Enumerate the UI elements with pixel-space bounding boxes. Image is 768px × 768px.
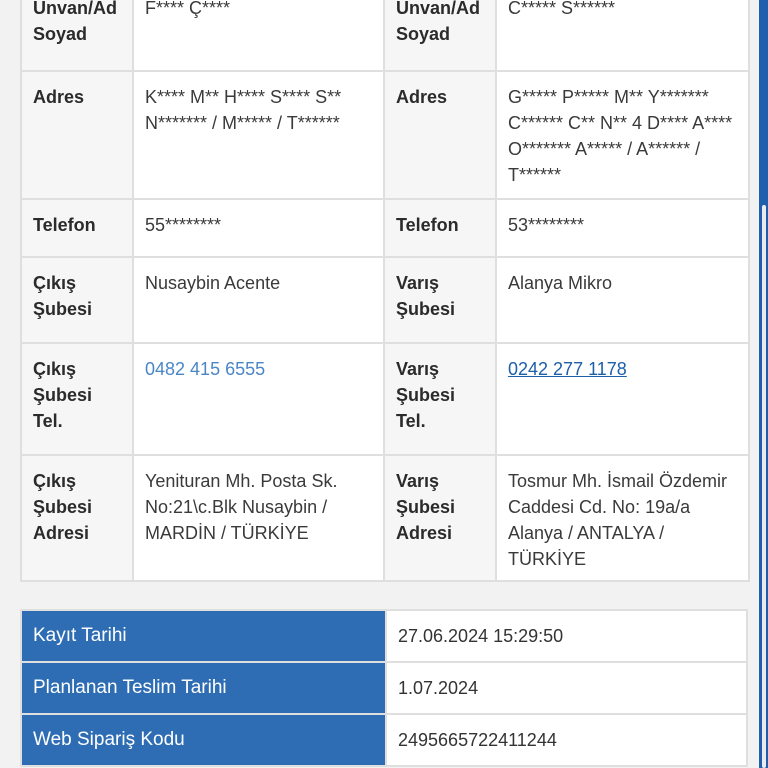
table-row: [21, 71, 749, 199]
departure-branch-phone-label: Çıkış Şubesi Tel.: [21, 343, 133, 455]
departure-branch-phone-link[interactable]: 0482 415 6555: [145, 359, 266, 379]
arrival-branch-label: Varış Şubesi: [384, 257, 496, 343]
scrollbar-thumb[interactable]: [762, 205, 766, 768]
arrival-branch-phone-link[interactable]: 0242 277 1178: [508, 359, 627, 379]
table-row: [21, 257, 749, 343]
table-row: [21, 0, 749, 71]
receiver-address-label: Adres: [384, 71, 496, 199]
arrival-branch-phone-label: Varış Şubesi Tel.: [384, 343, 496, 455]
registration-date-value: 27.06.2024 15:29:50: [386, 610, 747, 662]
shipment-summary-table: [20, 609, 748, 767]
receiver-address-value: G***** P***** M** Y******* C****** C** N** 4 D**** A**** O******* A***** / A****** / T******: [496, 71, 749, 199]
sender-phone-label: Telefon: [21, 199, 133, 257]
planned-delivery-value: 1.07.2024: [386, 662, 747, 714]
table-row: [21, 714, 747, 766]
registration-date-label: Kayıt Tarihi: [21, 610, 386, 662]
sender-phone-value: 55********: [133, 199, 384, 257]
departure-branch-value: Nusaybin Acente: [133, 257, 384, 343]
departure-branch-address-value: Yenituran Mh. Posta Sk. No:21\c.Blk Nusaybin / MARDİN / TÜRKİYE: [133, 455, 384, 581]
sender-address-value: K**** M** H**** S**** S** N******* / M***** / T******: [133, 71, 384, 199]
departure-branch-label: Çıkış Şubesi: [21, 257, 133, 343]
receiver-phone-value: 53********: [496, 199, 749, 257]
table-row: [21, 610, 747, 662]
receiver-name-value: C***** S******: [496, 0, 749, 71]
receiver-name-label: Unvan/Ad Soyad: [384, 0, 496, 71]
planned-delivery-label: Planlanan Teslim Tarihi: [21, 662, 386, 714]
departure-branch-address-label: Çıkış Şubesi Adresi: [21, 455, 133, 581]
sender-name-value: F**** Ç****: [133, 0, 384, 71]
table-row: [21, 455, 749, 581]
arrival-branch-value: Alanya Mikro: [496, 257, 749, 343]
table-row: [21, 662, 747, 714]
arrival-branch-address-label: Varış Şubesi Adresi: [384, 455, 496, 581]
sender-name-label: Unvan/Ad Soyad: [21, 0, 133, 71]
table-row: [21, 343, 749, 455]
web-order-code-value: 2495665722411244: [386, 714, 747, 766]
arrival-branch-address-value: Tosmur Mh. İsmail Özdemir Caddesi Cd. No: 19a/a Alanya / ANTALYA / TÜRKİYE: [496, 455, 749, 581]
sender-receiver-table: [20, 0, 750, 582]
sender-address-label: Adres: [21, 71, 133, 199]
web-order-code-label: Web Sipariş Kodu: [21, 714, 386, 766]
table-row: [21, 199, 749, 257]
receiver-phone-label: Telefon: [384, 199, 496, 257]
